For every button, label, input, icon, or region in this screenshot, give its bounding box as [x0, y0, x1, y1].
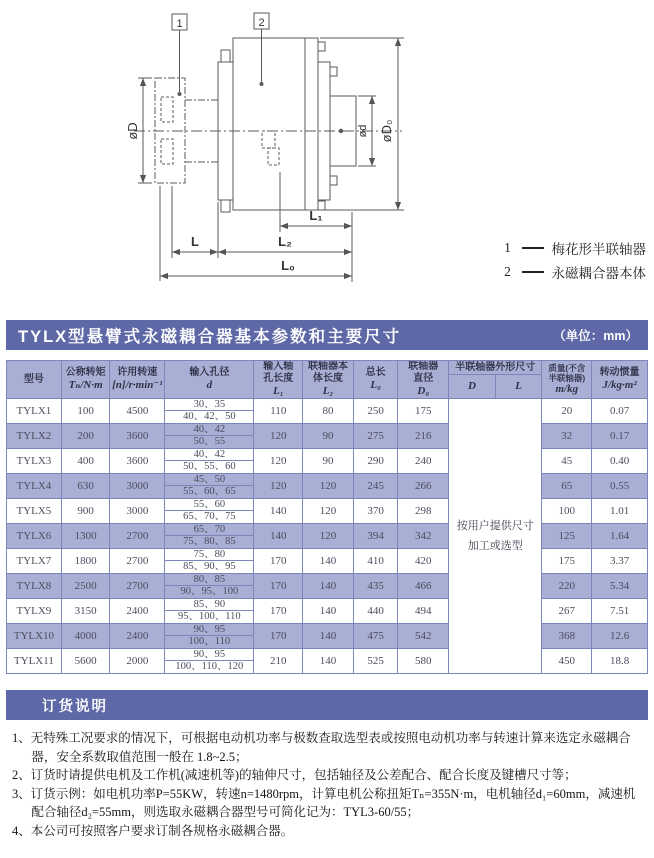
- order-note-2: 2、订货时请提供电机及工作机(减速机等)的轴伸尺寸，包括轴径及公差配合、配合长度及键槽尺寸等；: [12, 768, 577, 782]
- col-header-d0: [398, 361, 449, 399]
- cell-l2: 120: [303, 474, 354, 499]
- table-row: [7, 649, 648, 674]
- legend-label: 梅花形半联轴器: [551, 242, 646, 257]
- cell-inertia: 18.8: [592, 649, 648, 674]
- col-header-bore: [165, 361, 254, 399]
- cell-l1: 110: [254, 399, 303, 424]
- table-header: [7, 361, 648, 399]
- dim-label-L0: L₀: [281, 258, 295, 273]
- cell-model: TYLX2: [7, 424, 62, 449]
- cell-bore: [165, 474, 254, 499]
- cell-model: TYLX1: [7, 399, 62, 424]
- col-header-half-l: [495, 375, 542, 399]
- bore-bottom: 100、110、120: [175, 661, 244, 672]
- header-symbol: m/kg: [555, 383, 579, 395]
- cell-mass: 450: [542, 649, 592, 674]
- cell-d0: 466: [398, 574, 449, 599]
- col-header-half-d: [449, 375, 496, 399]
- cell-inertia: 0.55: [592, 474, 648, 499]
- cell-inertia: 0.40: [592, 449, 648, 474]
- dim-label-dd: ød: [357, 124, 369, 138]
- drawing-section: [0, 0, 654, 312]
- cell-torque: 2500: [61, 574, 110, 599]
- cell-torque: 900: [61, 499, 110, 524]
- header-symbol: L₂: [322, 385, 334, 397]
- header-symbol: J/kg·m²: [602, 379, 637, 391]
- cell-torque: 400: [61, 449, 110, 474]
- cell-bore: [165, 624, 254, 649]
- cell-l1: 120: [254, 474, 303, 499]
- cell-mass: 175: [542, 549, 592, 574]
- header-line: 联轴器本: [307, 361, 348, 372]
- col-header-half-coupling: 半联轴器外形尺寸: [449, 361, 542, 375]
- cell-d0: 216: [398, 424, 449, 449]
- dim-label-dD: øD: [125, 122, 140, 140]
- legend-item: [502, 238, 647, 258]
- callout-1: 1: [176, 18, 183, 30]
- cell-speed: 3600: [110, 424, 165, 449]
- cell-mass: 45: [542, 449, 592, 474]
- bore-top: 30、35: [165, 399, 253, 411]
- cell-torque: 1300: [61, 524, 110, 549]
- cell-l1: 170: [254, 624, 303, 649]
- cell-l1: 140: [254, 524, 303, 549]
- cell-speed: 2400: [110, 599, 165, 624]
- header-symbol: L: [515, 380, 522, 392]
- cell-l0: 435: [353, 574, 398, 599]
- col-header-l1: [254, 361, 303, 399]
- legend-dash-icon: [522, 271, 544, 273]
- cell-l0: 525: [353, 649, 398, 674]
- cell-inertia: 12.6: [592, 624, 648, 649]
- cell-inertia: 0.17: [592, 424, 648, 449]
- cell-l2: 80: [303, 399, 354, 424]
- header-symbol: [n]/r·min⁻¹: [112, 379, 163, 391]
- header-symbol: D₀: [417, 385, 430, 397]
- col-header-l0: [353, 361, 398, 399]
- header-symbol: d: [206, 379, 213, 391]
- cell-d0: 240: [398, 449, 449, 474]
- cell-bore: [165, 574, 254, 599]
- cell-inertia: 1.01: [592, 499, 648, 524]
- header-symbol: L₁: [273, 385, 284, 397]
- cell-l2: 140: [303, 649, 354, 674]
- cell-mass: 267: [542, 599, 592, 624]
- cell-d0: 580: [398, 649, 449, 674]
- cell-model: TYLX10: [7, 624, 62, 649]
- cell-l1: 170: [254, 574, 303, 599]
- cell-l2: 140: [303, 624, 354, 649]
- order-note-4: 4、本公司可按照客户要求订制各规格永磁耦合器。: [12, 823, 294, 838]
- cell-inertia: 5.34: [592, 574, 648, 599]
- cell-speed: 2000: [110, 649, 165, 674]
- cell-l1: 120: [254, 424, 303, 449]
- cell-bore: [165, 399, 254, 424]
- cell-l2: 90: [303, 424, 354, 449]
- cell-torque: 1800: [61, 549, 110, 574]
- header-symbol: L₀: [370, 379, 381, 391]
- cell-l2: 140: [303, 549, 354, 574]
- cell-model: TYLX6: [7, 524, 62, 549]
- cell-inertia: 0.07: [592, 399, 648, 424]
- cell-speed: 2700: [110, 549, 165, 574]
- header-line: 孔长度: [263, 373, 294, 384]
- cell-l2: 140: [303, 599, 354, 624]
- cell-d0: 342: [398, 524, 449, 549]
- header-line: 联轴器: [408, 361, 439, 372]
- cell-torque: 630: [61, 474, 110, 499]
- cell-model: TYLX4: [7, 474, 62, 499]
- table-body: [7, 399, 648, 674]
- cell-l1: 210: [254, 649, 303, 674]
- cell-model: TYLX3: [7, 449, 62, 474]
- bore-top: 85、90: [165, 599, 253, 611]
- col-header-l2: [303, 361, 354, 399]
- cell-mass: 125: [542, 524, 592, 549]
- cell-torque: 3150: [61, 599, 110, 624]
- bore-top: 80、85: [165, 574, 253, 586]
- bore-top: 55、60: [165, 499, 253, 511]
- cell-d0: 298: [398, 499, 449, 524]
- bore-bottom: 50、55: [193, 436, 226, 447]
- header-line: 体长度: [312, 373, 343, 384]
- cell-l1: 140: [254, 499, 303, 524]
- dim-label-L: L: [191, 234, 199, 249]
- cell-torque: 5600: [61, 649, 110, 674]
- legend-label: 永磁耦合器本体: [551, 266, 646, 281]
- cell-mass: 32: [542, 424, 592, 449]
- merged-note-line1: 按用户提供尺寸: [456, 520, 534, 532]
- bore-bottom: 100、110: [188, 636, 231, 647]
- col-header-speed: [110, 361, 165, 399]
- table-row: [7, 549, 648, 574]
- bore-bottom: 55、60、65: [183, 486, 236, 497]
- cell-l0: 245: [353, 474, 398, 499]
- cell-speed: 3600: [110, 449, 165, 474]
- cell-l1: 120: [254, 449, 303, 474]
- cell-d0: 420: [398, 549, 449, 574]
- header-line: 半联轴器): [548, 373, 586, 383]
- header-line: 质量(不含: [548, 363, 586, 373]
- col-header-inertia: [592, 361, 648, 399]
- cell-model: TYLX9: [7, 599, 62, 624]
- cell-bore: [165, 549, 254, 574]
- cell-l0: 410: [353, 549, 398, 574]
- cell-speed: 2700: [110, 574, 165, 599]
- dim-label-L2: L₂: [278, 234, 292, 249]
- order-section-title: 订货说明: [42, 698, 108, 715]
- table-row: [7, 624, 648, 649]
- cell-mass: 65: [542, 474, 592, 499]
- dim-label-L1: L₁: [309, 208, 323, 223]
- cell-torque: 200: [61, 424, 110, 449]
- page-title: TYLX型悬臂式永磁耦合器基本参数和主要尺寸: [18, 328, 402, 346]
- cell-bore: [165, 499, 254, 524]
- table-row: [7, 599, 648, 624]
- cell-torque: 100: [61, 399, 110, 424]
- cell-l0: 440: [353, 599, 398, 624]
- cell-d0: 175: [398, 399, 449, 424]
- cell-l1: 170: [254, 599, 303, 624]
- cell-speed: 3000: [110, 474, 165, 499]
- bore-top: 40、42: [165, 424, 253, 436]
- bore-top: 90、95: [165, 649, 253, 661]
- cell-l0: 370: [353, 499, 398, 524]
- cell-l2: 140: [303, 574, 354, 599]
- legend-dash-icon: [522, 247, 544, 249]
- bore-top: 40、42: [165, 449, 253, 461]
- bore-bottom: 95、100、110: [178, 611, 241, 622]
- cell-half-coupling-note: [449, 399, 542, 674]
- cell-d0: 266: [398, 474, 449, 499]
- cell-inertia: 7.51: [592, 599, 648, 624]
- table-row: [7, 474, 648, 499]
- cell-inertia: 3.37: [592, 549, 648, 574]
- header-line: 输入孔径: [189, 367, 230, 378]
- cell-bore: [165, 649, 254, 674]
- table-row: [7, 399, 648, 424]
- header-line: 转动惯量: [599, 367, 640, 378]
- col-header-torque: [61, 361, 110, 399]
- header-row-1: [7, 361, 648, 375]
- cell-inertia: 1.64: [592, 524, 648, 549]
- header-symbol: Tₙ/N·m: [68, 379, 103, 391]
- table-row: [7, 449, 648, 474]
- cell-bore: [165, 449, 254, 474]
- table-row: [7, 424, 648, 449]
- cell-d0: 494: [398, 599, 449, 624]
- cell-l2: 120: [303, 524, 354, 549]
- cell-bore: [165, 524, 254, 549]
- cell-l2: 120: [303, 499, 354, 524]
- cell-d0: 542: [398, 624, 449, 649]
- cell-l1: 170: [254, 549, 303, 574]
- section-title-bar: [6, 320, 648, 350]
- header-line: 总长: [365, 367, 386, 378]
- cell-bore: [165, 599, 254, 624]
- cell-model: TYLX5: [7, 499, 62, 524]
- legend-number: 1: [504, 240, 511, 255]
- cell-mass: 20: [542, 399, 592, 424]
- cell-l0: 394: [353, 524, 398, 549]
- order-note-1: 1、无特殊工况要求的情况下，可根据电动机功率与极数查取选型表或按照电动机功率与转速计算来选定永磁耦合器，安全系数取值范围一般在 1.8~2.5；: [12, 731, 631, 764]
- cell-speed: 4500: [110, 399, 165, 424]
- legend-item: [502, 262, 647, 282]
- bore-top: 45、50: [165, 474, 253, 486]
- header-line: 输入轴: [263, 361, 294, 372]
- table-row: [7, 524, 648, 549]
- order-section-bar: [6, 690, 648, 720]
- cell-l0: 250: [353, 399, 398, 424]
- header-line: 直径: [413, 373, 434, 384]
- order-note-3: 3、订货示例：如电机功率P=55KW，转速n=1480rpm，计算电机公称扭矩Tₙ=355N·m，电机轴径d₁=60mm，减速机配合轴径d₂=55mm，则选取永磁耦合器型号可简化记为：TYL3-60/55；: [12, 786, 636, 819]
- col-header-model: 型号: [7, 361, 62, 399]
- cell-torque: 4000: [61, 624, 110, 649]
- header-line: 许用转速: [117, 367, 158, 378]
- bore-bottom: 65、70、75: [183, 511, 236, 522]
- order-notes: [12, 729, 642, 840]
- bore-bottom: 85、90、95: [183, 561, 236, 572]
- cell-l2: 90: [303, 449, 354, 474]
- callout-2: 2: [258, 17, 265, 29]
- parameter-table: [6, 360, 648, 674]
- bore-bottom: 40、42、50: [183, 411, 236, 422]
- dimension-labels: [125, 17, 394, 273]
- cell-bore: [165, 424, 254, 449]
- bore-top: 65、70: [165, 524, 253, 536]
- cell-l0: 275: [353, 424, 398, 449]
- header-line: 公称转矩: [65, 367, 106, 378]
- unit-note: （单位：mm）: [553, 329, 638, 343]
- col-header-mass: [542, 361, 592, 399]
- cell-l0: 475: [353, 624, 398, 649]
- cell-mass: 220: [542, 574, 592, 599]
- bore-bottom: 75、80、85: [183, 536, 236, 547]
- merged-note-line2: 加工或选型: [467, 540, 523, 552]
- cell-model: TYLX11: [7, 649, 62, 674]
- bore-bottom: 90、95、100: [180, 586, 239, 597]
- cell-speed: 2400: [110, 624, 165, 649]
- drawing-legend: [502, 234, 647, 286]
- cell-model: TYLX8: [7, 574, 62, 599]
- cell-mass: 100: [542, 499, 592, 524]
- bore-top: 75、80: [165, 549, 253, 561]
- header-symbol: D: [468, 380, 476, 392]
- cell-l0: 290: [353, 449, 398, 474]
- legend-number: 2: [504, 264, 511, 279]
- bore-top: 90、95: [165, 624, 253, 636]
- table-row: [7, 499, 648, 524]
- cell-mass: 368: [542, 624, 592, 649]
- cell-speed: 3000: [110, 499, 165, 524]
- cell-model: TYLX7: [7, 549, 62, 574]
- dim-label-dD0: øD₀: [379, 119, 394, 143]
- table-row: [7, 574, 648, 599]
- cell-speed: 2700: [110, 524, 165, 549]
- bore-bottom: 50、55、60: [183, 461, 236, 472]
